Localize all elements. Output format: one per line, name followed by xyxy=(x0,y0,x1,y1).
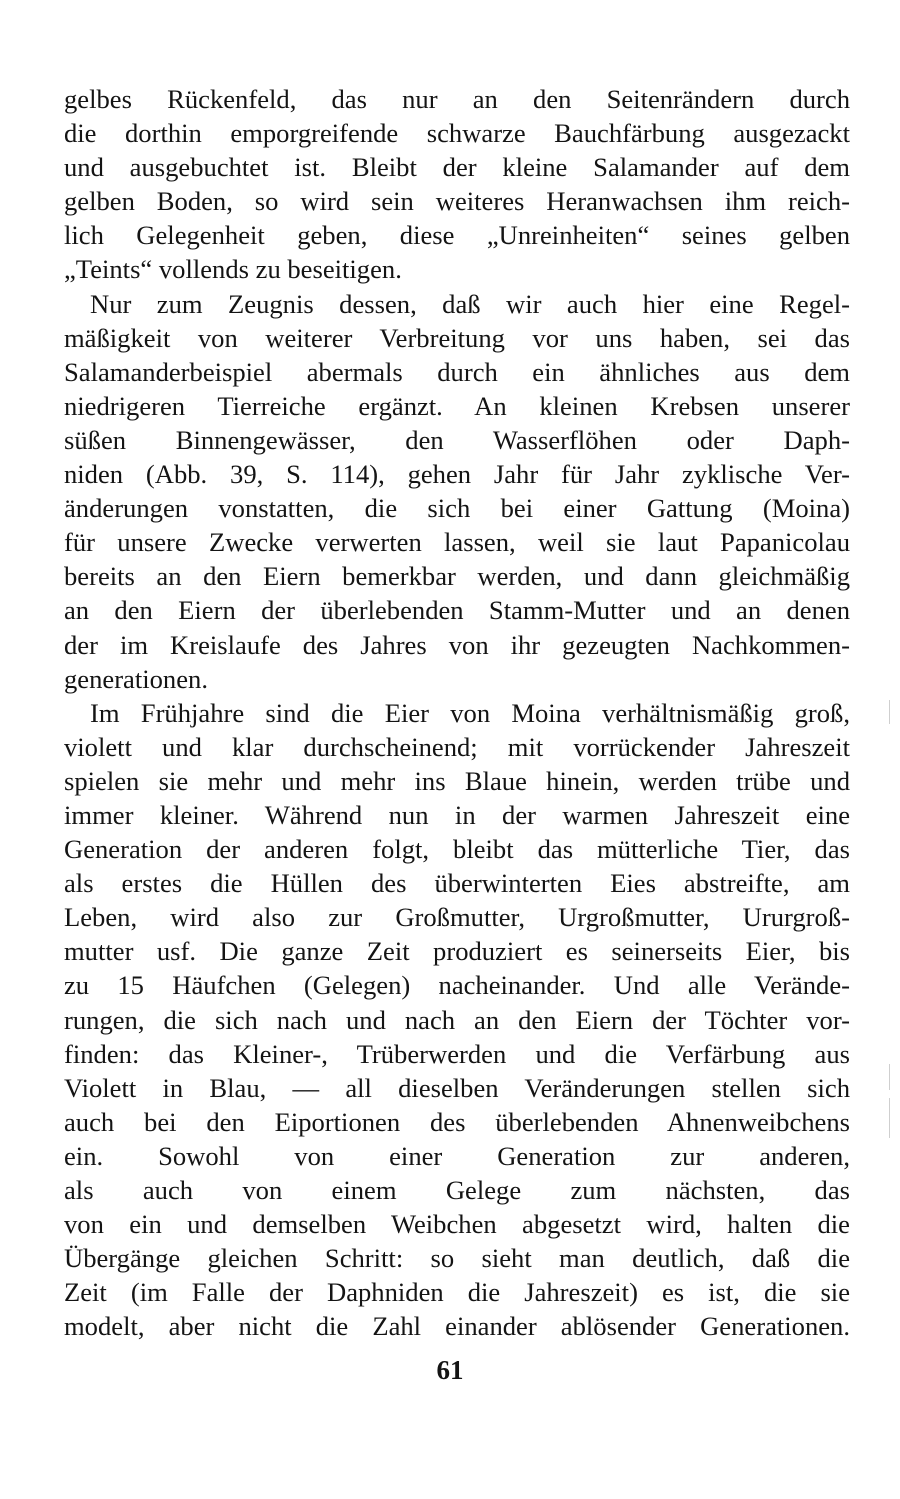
text-line: gelben Boden, so wird sein weiteres Heranwachsen ihm reich- xyxy=(64,186,850,217)
text-line: ein. Sowohl von einer Generation zur anderen, xyxy=(64,1140,850,1171)
text-line: der im Kreislaufe des Jahres von ihr gezeugten Nachkommen- xyxy=(64,629,850,660)
text-line: an den Eiern der überlebenden Stamm-Mutter und an denen xyxy=(64,595,850,626)
text-line: Im Frühjahre sind die Eier von Moina verhältnismäßig groß, xyxy=(90,697,850,728)
text-line: spielen sie mehr und mehr ins Blaue hinein, werden trübe und xyxy=(64,765,850,796)
text-line: Nur zum Zeugnis dessen, daß wir auch hier eine Regel- xyxy=(90,288,850,319)
text-line: die dorthin emporgreifende schwarze Bauchfärbung ausgezackt xyxy=(64,118,850,149)
text-line: mäßigkeit von weiterer Verbreitung vor uns haben, sei das xyxy=(64,322,850,353)
text-line: und ausgebuchtet ist. Bleibt der kleine Salamander auf dem xyxy=(64,152,850,183)
text-line: als auch von einem Gelege zum nächsten, das xyxy=(64,1175,850,1205)
text-line: violett und klar durchscheinend; mit vorrückender Jahreszeit xyxy=(64,731,850,762)
text-line: für unsere Zwecke verwerten lassen, weil sie laut Papanicolau xyxy=(64,527,850,558)
page-number: 61 xyxy=(436,1355,464,1385)
text-line: niedrigeren Tierreiche ergänzt. An kleinen Krebsen unserer xyxy=(64,390,850,421)
text-line: Leben, wird also zur Großmutter, Urgroßmutter, Ururgroß- xyxy=(64,902,850,933)
text-line: zu 15 Häufchen (Gelegen) nacheinander. Und alle Verände- xyxy=(64,970,850,1001)
text-line: immer kleiner. Während nun in der warmen Jahreszeit eine xyxy=(64,799,850,830)
text-line: gelbes Rückenfeld, das nur an den Seitenrändern durch xyxy=(64,84,850,114)
text-line: rungen, die sich nach und nach an den Eiern der Töchter vor- xyxy=(64,1004,850,1035)
text-line: modelt, aber nicht die Zahl einander ablösender Generationen. xyxy=(64,1311,850,1342)
text-line: Violett in Blau, — all dieselben Veränderungen stellen sich xyxy=(64,1072,850,1103)
scan-margin-mark xyxy=(889,700,890,724)
text-line: bereits an den Eiern bemerkbar werden, und dann gleichmäßig xyxy=(64,561,850,592)
text-line: finden: das Kleiner-, Trüberwerden und die Verfärbung aus xyxy=(64,1038,850,1069)
scan-margin-mark xyxy=(889,1098,890,1138)
text-line: Generation der anderen folgt, bleibt das mütterliche Tier, das xyxy=(64,834,850,865)
text-line: Zeit (im Falle der Daphniden die Jahreszeit) es ist, die sie xyxy=(64,1277,850,1308)
text-line: änderungen vonstatten, die sich bei einer Gattung (Moina) xyxy=(64,493,850,524)
text-line: von ein und demselben Weibchen abgesetzt wird, halten die xyxy=(64,1209,850,1240)
text-line: mutter usf. Die ganze Zeit produziert es seinerseits Eier, bis xyxy=(64,936,850,967)
text-line: niden (Abb. 39, S. 114), gehen Jahr für Jahr zyklische Ver- xyxy=(64,459,850,490)
text-line: süßen Binnengewässer, den Wasserflöhen oder Daph- xyxy=(64,424,850,455)
body-text xyxy=(64,82,850,1343)
text-line: generationen. xyxy=(64,663,208,694)
text-line: auch bei den Eiportionen des überlebenden Ahnenweibchens xyxy=(64,1106,850,1137)
text-line: Übergänge gleichen Schritt: so sieht man deutlich, daß die xyxy=(64,1243,850,1274)
text-line: lich Gelegenheit geben, diese „Unreinheiten“ seines gelben xyxy=(64,220,850,251)
scan-margin-mark xyxy=(889,1064,890,1090)
text-line: als erstes die Hüllen des überwinterten Eies abstreifte, am xyxy=(64,868,850,899)
text-line: Salamanderbeispiel abermals durch ein ähnliches aus dem xyxy=(64,356,850,387)
text-line: „Teints“ vollends zu beseitigen. xyxy=(64,254,402,285)
